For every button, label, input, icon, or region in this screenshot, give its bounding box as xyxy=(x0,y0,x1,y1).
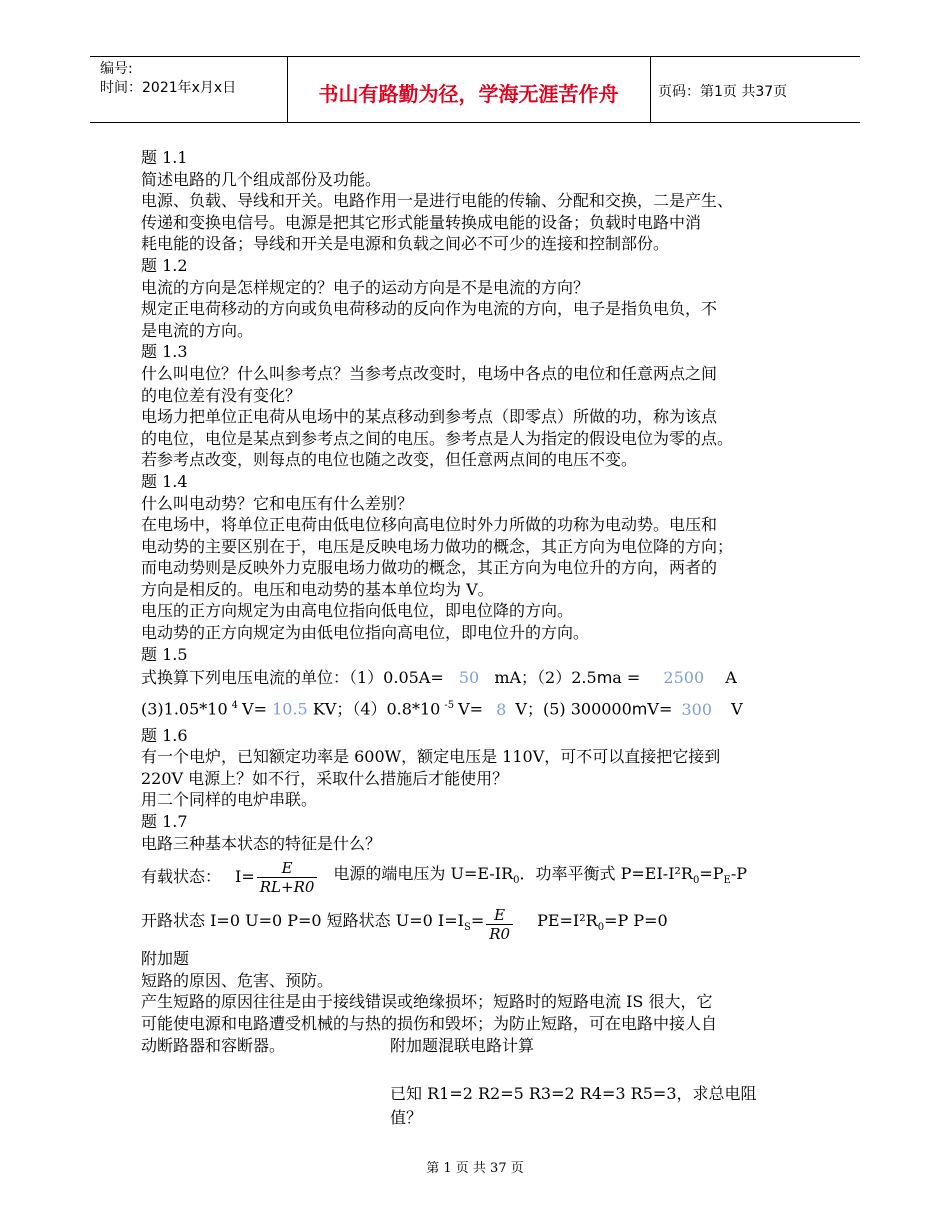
question-title: 题 1.4 xyxy=(141,471,188,491)
document-body xyxy=(141,147,821,1056)
conversion-text: KV；（4）0.8*10 xyxy=(312,699,441,719)
conversion-text: V xyxy=(731,699,743,719)
conversion-answer: 300 xyxy=(681,699,712,719)
question-title: 附加题 xyxy=(141,949,190,969)
conversion-text: (3)1.05*10 xyxy=(141,699,228,719)
answer-line: 用二个同样的电炉串联。 xyxy=(141,790,318,810)
question-text: 有一个电炉，已知额定功率是 600W，额定电压是 110V，可不可以直接把它接到 xyxy=(141,747,721,767)
header-top-rule xyxy=(90,56,860,57)
loaded-state-label: 有载状态： xyxy=(141,867,222,887)
exponent: 4 xyxy=(231,700,239,712)
short-current-fraction xyxy=(486,906,513,943)
conversion-text: mA；（2）2.5 xyxy=(494,668,597,688)
question-text: 什么叫电动势？它和电压有什么差别？ xyxy=(141,493,414,513)
fraction-denominator: R0 xyxy=(486,924,513,943)
conversion-text: m xyxy=(631,699,648,719)
question-text: 的电位差有没有变化？ xyxy=(141,385,302,405)
answer-line: 电动势的正方向规定为由低电位指向高电位，即电位升的方向。 xyxy=(141,623,590,643)
formula-text: I= xyxy=(235,867,255,887)
conversion-text: 式换算下列电压电流的单位：（1）0.05A= xyxy=(141,668,444,688)
answer-line: 是电流的方向。 xyxy=(141,320,254,340)
answer-line: 的电位，电位是某点到参考点之间的电压。参考点是人为指定的假设电位为零的点。 xyxy=(141,428,734,448)
question-title: 题 1.7 xyxy=(141,811,188,831)
conversion-answer: 10.5 xyxy=(272,699,308,719)
answer-line: 产生短路的原因往往是由于接线错误或绝缘损坏；短路时的短路电流 IS 很大，它 xyxy=(141,992,713,1012)
open-short-state-formula xyxy=(141,900,821,948)
conversion-text: V= xyxy=(242,699,267,719)
unit-conversion-line-2 xyxy=(141,691,821,724)
answer-line: 传递和变换电信号。电源是把其它形式能量转换成电能的设备；负载时电路中消 xyxy=(141,212,702,232)
document-date: 时间：2021年x月x日 xyxy=(100,80,237,96)
question-text: 电流的方向是怎样规定的？电子的运动方向是不是电流的方向？ xyxy=(141,277,590,297)
conversion-text: V= xyxy=(647,699,673,719)
conversion-text: V；(5) 300000 xyxy=(515,699,632,719)
current-fraction xyxy=(257,859,318,896)
header-motto: 书山有路勤为径，学海无涯苦作舟 xyxy=(318,82,619,106)
fraction-numerator: E xyxy=(281,858,293,877)
conversion-text: a = xyxy=(612,668,641,688)
header-divider-right xyxy=(650,57,651,122)
question-title: 题 1.5 xyxy=(141,644,188,664)
conversion-text: m xyxy=(596,668,613,688)
conversion-answer: 2500 xyxy=(663,668,705,688)
answer-line: 方向是相反的。电压和电动势的基本单位均为 V。 xyxy=(141,579,494,599)
answer-line: 可能使电源和电路遭受机械的与热的损伤和毁坏；为防止短路，可在电路中接人自 xyxy=(141,1013,718,1033)
formula-text: $PE=I^2R_0=P$ P=0 xyxy=(537,910,668,933)
answer-line: 在电场中，将单位正电荷由低电位移向高电位时外力所做的功称为电动势。电压和 xyxy=(141,515,718,535)
question-title: 题 1.3 xyxy=(141,342,188,362)
question-title: 题 1.2 xyxy=(141,255,188,275)
question-title: 题 1.6 xyxy=(141,725,188,745)
conversion-answer: 8 xyxy=(496,699,507,719)
unit-conversion-line-1 xyxy=(141,665,821,691)
formula-text: 开路状态 I=0 U=0 P=0 短路状态 U=0 $I=I_S=$ xyxy=(141,910,485,933)
page-footer: 第 1 页 共 37 页 xyxy=(426,1161,524,1176)
header-page-info: 页码：第1页 共37页 xyxy=(658,84,788,100)
answer-line: 耗电能的设备；导线和开关是电源和负载之间必不可少的连接和控制部份。 xyxy=(141,234,670,254)
question-title: 题 1.1 xyxy=(141,148,188,167)
conversion-text: A xyxy=(725,668,737,688)
answer-line: 动断路器和容断器。 xyxy=(141,1035,286,1055)
answer-line: 电场力把单位正电荷从电场中的某点移动到参考点（即零点）所做的功，称为该点 xyxy=(141,407,718,427)
answer-line: 若参考点改变，则每点的电位也随之改变，但任意两点间的电压不变。 xyxy=(141,450,638,470)
header-meta xyxy=(100,60,236,98)
header-bottom-rule xyxy=(90,122,860,123)
question-text: 什么叫电位？什么叫参考点？当参考点改变时，电场中各点的电位和任意两点之间 xyxy=(141,363,718,383)
answer-line: 而电动势则是反映外力克服电场力做功的概念，其正方向为电位升的方向，两者的 xyxy=(141,558,718,578)
question-text: 220V 电源上？如不行，采取什么措施后才能使用？ xyxy=(141,768,509,788)
fraction-denominator: RL+R0 xyxy=(257,877,318,896)
answer-line: 规定正电荷移动的方向或负电荷移动的反向作为电流的方向，电子是指负电负，不 xyxy=(141,299,718,319)
question-text: 已知 R1=2 R2=5 R3=2 R4=3 R5=3，求总电阻 xyxy=(390,1084,757,1103)
mixed-circuit-block xyxy=(390,1034,757,1130)
loaded-state-formula xyxy=(141,854,821,900)
exponent: -5 xyxy=(444,700,455,712)
answer-line: 电动势的主要区别在于，电压是反映电场力做功的概念，其正方向为电位降的方向； xyxy=(141,536,734,556)
question-text: 简述电路的几个组成部份及功能。 xyxy=(141,169,382,189)
question-text: 电路三种基本状态的特征是什么？ xyxy=(141,833,382,853)
formula-text: 电源的端电压为 $U=E-IR_0$．功率平衡式 $P=EI-I^2R_0=P_E-P$ xyxy=(333,863,748,886)
question-text: 值？ xyxy=(390,1108,423,1127)
conversion-text: V= xyxy=(458,699,484,719)
answer-line: 电压的正方向规定为由高电位指向低电位，即电位降的方向。 xyxy=(141,601,574,621)
document-number-label: 编号: xyxy=(100,61,133,77)
question-text: 短路的原因、危害、预防。 xyxy=(141,970,334,990)
conversion-answer: 50 xyxy=(458,668,480,688)
fraction-numerator: E xyxy=(494,905,506,924)
answer-line: 电源、负载、导线和开关。电路作用一是进行电能的传输、分配和交换，二是产生、 xyxy=(141,191,734,211)
question-title: 附加题混联电路计算 xyxy=(390,1036,535,1055)
